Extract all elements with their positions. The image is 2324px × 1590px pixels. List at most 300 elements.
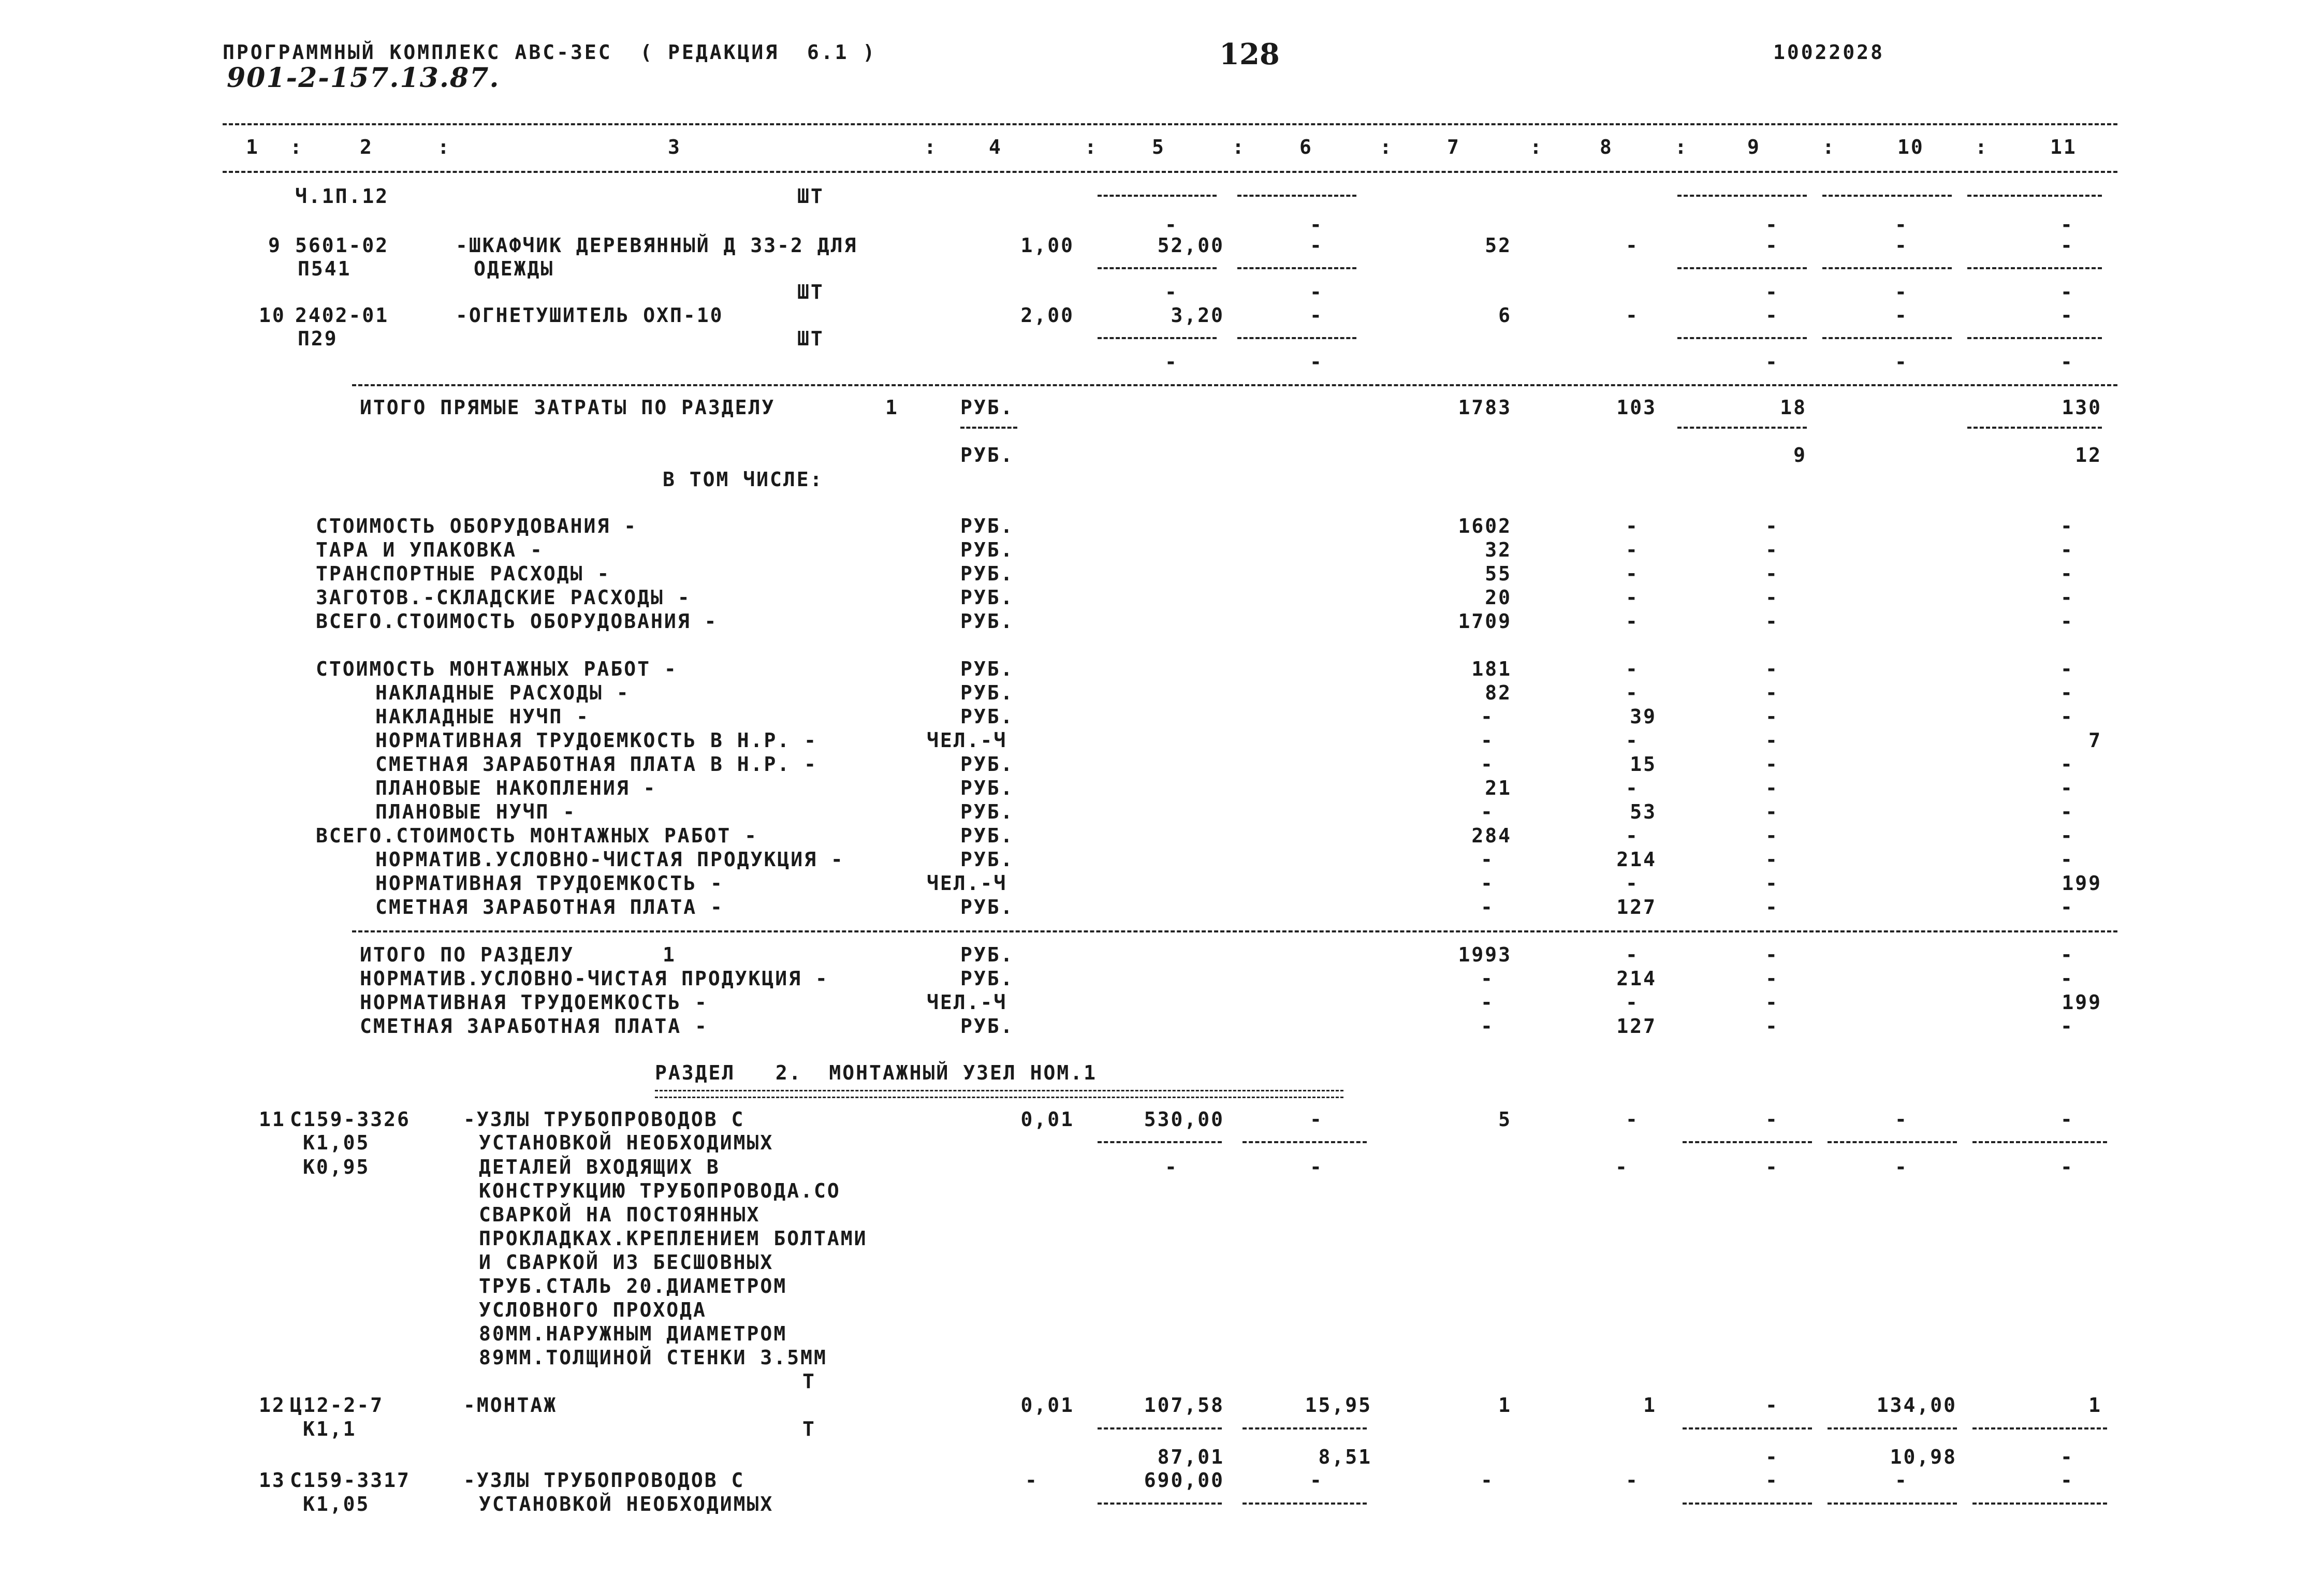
table-cell: - [1481, 896, 1494, 918]
table-cell: - [2060, 943, 2074, 966]
table-cell: - [1765, 991, 1779, 1014]
cell-underline [1822, 195, 1952, 197]
table-cell: Т [802, 1418, 816, 1440]
table-cell: 53 [1630, 800, 1657, 823]
table-cell: 15 [1630, 753, 1657, 776]
table-cell: - [1765, 213, 1779, 236]
table-cell: ШТ [797, 327, 824, 350]
table-cell: 1602 [1458, 515, 1512, 537]
table-cell: - [1626, 562, 1639, 585]
table-cell: КОНСТРУКЦИЮ ТРУБОПРОВОДА.СО [479, 1179, 841, 1202]
table-cell: - [2060, 824, 2074, 847]
table-cell: 10 [259, 304, 286, 327]
cell-underline [1243, 1427, 1367, 1429]
column-number: 4 [989, 136, 1002, 158]
table-cell: - [1765, 562, 1779, 585]
table-cell: - [1481, 967, 1494, 990]
table-cell: - [1895, 1156, 1908, 1178]
program-title: ПРОГРАММНЫЙ КОМПЛЕКС АВС-ЗЕС ( РЕДАКЦИЯ 6.1 ) [223, 41, 877, 64]
table-cell: - [1626, 824, 1639, 847]
table-cell: - [2060, 800, 2074, 823]
table-cell: - [2060, 351, 2074, 373]
table-cell: -ШКАФЧИК ДЕРЕВЯННЫЙ Д 33-2 ДЛЯ [456, 234, 858, 257]
table-cell: - [1765, 872, 1779, 895]
table-cell: - [1895, 304, 1908, 327]
table-cell: 199 [2062, 872, 2102, 895]
table-cell: - [1626, 991, 1639, 1014]
column-separator: : [1675, 136, 1688, 158]
header-bottom-rule [223, 171, 2117, 173]
table-cell: 1 [885, 396, 899, 419]
table-cell: - [1481, 705, 1494, 728]
cell-underline [1828, 1427, 1957, 1429]
table-cell: РАЗДЕЛ 2. МОНТАЖНЫЙ УЗЕЛ НОМ.1 [655, 1061, 1097, 1084]
table-cell: -МОНТАЖ [463, 1394, 558, 1417]
cell-underline [1972, 1427, 2107, 1429]
table-cell: - [1765, 943, 1779, 966]
cell-underline [1677, 337, 1807, 339]
table-cell: 20 [1485, 586, 1512, 609]
table-cell: - [1765, 1469, 1779, 1492]
table-cell: - [1626, 681, 1639, 704]
table-cell: - [2060, 304, 2074, 327]
cell-underline [1683, 1427, 1812, 1429]
column-separator: : [437, 136, 451, 158]
table-cell: - [1310, 213, 1323, 236]
table-cell: РУБ. [960, 777, 1014, 799]
table-cell: - [2060, 753, 2074, 776]
section-total-rule [352, 930, 2117, 932]
table-cell: И СВАРКОЙ ИЗ БЕСШОВНЫХ [479, 1251, 774, 1274]
table-cell: К0,95 [303, 1156, 370, 1178]
table-cell: 130 [2062, 396, 2102, 419]
column-number: 8 [1600, 136, 1613, 158]
table-cell: - [1895, 234, 1908, 257]
table-cell: К1,05 [303, 1493, 370, 1515]
table-cell: 1 [1498, 1394, 1512, 1417]
table-cell: 55 [1485, 562, 1512, 585]
table-cell: - [1626, 610, 1639, 633]
table-cell: 8,51 [1318, 1446, 1372, 1468]
column-number: 7 [1447, 136, 1460, 158]
table-cell: ТРУБ.СТАЛЬ 20.ДИАМЕТРОМ [479, 1275, 787, 1297]
table-cell: НОРМАТИВ.УСЛОВНО-ЧИСТАЯ ПРОДУКЦИЯ - [360, 967, 829, 990]
table-cell: 7 [2088, 729, 2102, 752]
table-cell: - [1626, 872, 1639, 895]
table-cell: - [2060, 1469, 2074, 1492]
table-cell: РУБ. [960, 538, 1014, 561]
table-cell: - [1481, 848, 1494, 871]
column-separator: : [1380, 136, 1393, 158]
table-cell: РУБ. [960, 1015, 1014, 1038]
table-cell: 1,00 [1020, 234, 1074, 257]
table-cell: - [1165, 351, 1178, 373]
cell-underline [1098, 1141, 1222, 1143]
cell-underline [1098, 337, 1217, 339]
table-cell: - [2060, 1108, 2074, 1131]
table-cell: - [1765, 1156, 1779, 1178]
table-cell: ИТОГО ПО РАЗДЕЛУ [360, 943, 575, 966]
table-cell: П29 [298, 327, 338, 350]
table-cell: - [1310, 1156, 1323, 1178]
table-cell: ЧЕЛ.-Ч [927, 991, 1007, 1014]
cell-underline [1243, 1141, 1367, 1143]
cell-underline [1098, 267, 1217, 269]
cell-underline [1683, 1503, 1812, 1505]
table-cell: - [1895, 1108, 1908, 1131]
table-cell: С159-3317 [290, 1469, 411, 1492]
table-cell: - [1481, 872, 1494, 895]
table-cell: СМЕТНАЯ ЗАРАБОТНАЯ ПЛАТА - [375, 896, 724, 918]
table-cell: - [1165, 213, 1178, 236]
table-cell: РУБ. [960, 824, 1014, 847]
column-separator: : [1822, 136, 1836, 158]
table-cell: - [2060, 848, 2074, 871]
table-cell: 13 [259, 1469, 286, 1492]
table-cell: - [2060, 658, 2074, 680]
table-cell: - [1765, 586, 1779, 609]
table-cell: К1,1 [303, 1418, 357, 1440]
table-cell: Ц12-2-7 [290, 1394, 384, 1417]
table-cell: 214 [1616, 967, 1657, 990]
table-cell: ПРОКЛАДКАХ.КРЕПЛЕНИЕМ БОЛТАМИ [479, 1227, 868, 1250]
table-cell: 11 [259, 1108, 286, 1131]
table-cell: - [2060, 1015, 2074, 1038]
table-cell: - [1765, 777, 1779, 799]
table-cell: 214 [1616, 848, 1657, 871]
table-cell: РУБ. [960, 586, 1014, 609]
table-cell: - [1895, 1469, 1908, 1492]
table-cell: 1783 [1458, 396, 1512, 419]
table-cell: 284 [1471, 824, 1512, 847]
column-number: 1 [246, 136, 259, 158]
table-cell: 134,00 [1876, 1394, 1957, 1417]
table-cell: - [1895, 213, 1908, 236]
table-cell: - [1165, 281, 1178, 303]
table-cell: - [1025, 1469, 1039, 1492]
table-cell: - [1481, 1469, 1494, 1492]
cell-underline [1822, 267, 1952, 269]
table-cell: 0,01 [1020, 1108, 1074, 1131]
table-cell: 3,20 [1171, 304, 1224, 327]
table-cell: ВСЕГО.СТОИМОСТЬ ОБОРУДОВАНИЯ - [316, 610, 718, 633]
table-cell: ЗАГОТОВ.-СКЛАДСКИЕ РАСХОДЫ - [316, 586, 691, 609]
table-cell: - [1481, 729, 1494, 752]
cell-underline [1098, 195, 1217, 197]
table-cell: 32 [1485, 538, 1512, 561]
table-cell: ТРАНСПОРТНЫЕ РАСХОДЫ - [316, 562, 611, 585]
table-cell: 1 [663, 943, 676, 966]
table-cell: - [1895, 281, 1908, 303]
table-cell: 530,00 [1144, 1108, 1224, 1131]
table-cell: ДЕТАЛЕЙ ВХОДЯЩИХ В [479, 1156, 720, 1178]
table-cell: - [1615, 1156, 1629, 1178]
table-cell: - [1765, 1015, 1779, 1038]
table-cell: - [1626, 777, 1639, 799]
table-cell: 21 [1485, 777, 1512, 799]
table-cell: - [2060, 586, 2074, 609]
column-number: 11 [2050, 136, 2077, 158]
table-cell: 2402-01 [295, 304, 389, 327]
table-cell: 15,95 [1305, 1394, 1372, 1417]
column-separator: : [1530, 136, 1543, 158]
cell-underline [1098, 1503, 1222, 1505]
table-cell: РУБ. [960, 943, 1014, 966]
table-cell: - [1481, 1015, 1494, 1038]
table-cell: ПЛАНОВЫЕ НУЧП - [375, 800, 577, 823]
table-cell: - [1765, 1446, 1779, 1468]
cell-underline [1237, 337, 1356, 339]
table-cell: 10,98 [1890, 1446, 1957, 1468]
table-cell: - [2060, 234, 2074, 257]
table-cell: - [1765, 304, 1779, 327]
document-code: 10022028 [1773, 41, 1885, 64]
cell-underline [1822, 337, 1952, 339]
table-cell: 1993 [1458, 943, 1512, 966]
table-cell: 127 [1616, 896, 1657, 918]
table-cell: - [1310, 1108, 1323, 1131]
column-number: 6 [1299, 136, 1313, 158]
table-cell: РУБ. [960, 705, 1014, 728]
column-separator: : [1975, 136, 1989, 158]
table-cell: - [1765, 896, 1779, 918]
table-cell: 181 [1471, 658, 1512, 680]
table-cell: ОДЕЖДЫ [474, 257, 554, 280]
table-cell: 82 [1485, 681, 1512, 704]
table-cell: НОРМАТИВНАЯ ТРУДОЕМКОСТЬ - [375, 872, 724, 895]
table-cell: - [1765, 234, 1779, 257]
table-cell: - [1310, 351, 1323, 373]
table-cell: - [1310, 1469, 1323, 1492]
table-cell: - [2060, 705, 2074, 728]
table-cell: - [1765, 281, 1779, 303]
table-cell: 9 [1793, 444, 1807, 466]
table-cell: 2,00 [1020, 304, 1074, 327]
table-cell: 87,01 [1157, 1446, 1224, 1468]
table-cell: - [2060, 777, 2074, 799]
table-cell: - [1310, 234, 1323, 257]
table-cell: РУБ. [960, 967, 1014, 990]
table-cell: - [1310, 304, 1323, 327]
table-cell: УСТАНОВКОЙ НЕОБХОДИМЫХ [479, 1131, 774, 1154]
table-cell: - [1626, 515, 1639, 537]
cell-underline [1972, 1141, 2107, 1143]
table-cell: 6 [1498, 304, 1512, 327]
table-cell: - [1626, 1469, 1639, 1492]
column-separator: : [924, 136, 938, 158]
table-cell: 690,00 [1144, 1469, 1224, 1492]
column-separator: : [290, 136, 303, 158]
table-cell: 18 [1780, 396, 1807, 419]
cell-underline [1967, 337, 2102, 339]
table-cell: 107,58 [1144, 1394, 1224, 1417]
table-cell: - [1481, 800, 1494, 823]
cell-underline [1237, 195, 1356, 197]
table-cell: - [1626, 658, 1639, 680]
table-cell: 1 [1643, 1394, 1657, 1417]
table-cell: - [1765, 538, 1779, 561]
table-cell: РУБ. [960, 658, 1014, 680]
table-cell: НОРМАТИВНАЯ ТРУДОЕМКОСТЬ В Н.Р. - [375, 729, 817, 752]
table-cell: РУБ. [960, 753, 1014, 776]
table-cell: НАКЛАДНЫЕ РАСХОДЫ - [375, 681, 630, 704]
table-cell: - [1765, 658, 1779, 680]
table-cell: СМЕТНАЯ ЗАРАБОТНАЯ ПЛАТА В Н.Р. - [375, 753, 817, 776]
table-cell: СТОИМОСТЬ МОНТАЖНЫХ РАБОТ - [316, 658, 678, 680]
table-cell: В ТОМ ЧИСЛЕ: [663, 468, 824, 491]
table-cell: - [2060, 562, 2074, 585]
table-cell: РУБ. [960, 896, 1014, 918]
table-cell: С159-3326 [290, 1108, 411, 1131]
cell-underline [1677, 195, 1807, 197]
table-cell: - [1626, 234, 1639, 257]
table-cell: -ОГНЕТУШИТЕЛЬ ОХП-10 [456, 304, 724, 327]
table-cell: - [1765, 729, 1779, 752]
table-cell: - [2060, 967, 2074, 990]
table-cell: ВСЕГО.СТОИМОСТЬ МОНТАЖНЫХ РАБОТ - [316, 824, 758, 847]
table-cell: 89ММ.ТОЛЩИНОЙ СТЕНКИ 3.5ММ [479, 1346, 827, 1369]
table-cell: - [1626, 943, 1639, 966]
table-cell: СВАРКОЙ НА ПОСТОЯННЫХ [479, 1203, 761, 1226]
cell-underline [1967, 267, 2102, 269]
table-cell: НАКЛАДНЫЕ НУЧП - [375, 705, 590, 728]
table-cell: 127 [1616, 1015, 1657, 1038]
table-cell: ИТОГО ПРЯМЫЕ ЗАТРАТЫ ПО РАЗДЕЛУ [360, 396, 776, 419]
table-cell: РУБ. [960, 515, 1014, 537]
table-cell: Ч.1П.12 [295, 185, 389, 208]
table-cell: - [2060, 1156, 2074, 1178]
table-cell: 80ММ.НАРУЖНЫМ ДИАМЕТРОМ [479, 1322, 787, 1345]
table-cell: - [1626, 729, 1639, 752]
table-cell: РУБ. [960, 610, 1014, 633]
table-cell: ШТ [797, 281, 824, 303]
table-cell: -УЗЛЫ ТРУБОПРОВОДОВ С [463, 1108, 745, 1131]
table-cell: - [1765, 1394, 1779, 1417]
column-number: 10 [1897, 136, 1924, 158]
table-cell: 12 [2075, 444, 2102, 466]
table-cell: - [1481, 991, 1494, 1014]
table-cell: - [1765, 351, 1779, 373]
table-cell: - [2060, 681, 2074, 704]
table-cell: Т [802, 1370, 816, 1393]
page-number: 128 [1219, 37, 1280, 71]
table-cell: - [2060, 538, 2074, 561]
table-cell: -УЗЛЫ ТРУБОПРОВОДОВ С [463, 1469, 745, 1492]
table-cell: - [1626, 586, 1639, 609]
table-cell: 39 [1630, 705, 1657, 728]
table-cell: РУБ. [960, 444, 1014, 466]
table-cell: ПЛАНОВЫЕ НАКОПЛЕНИЯ - [375, 777, 657, 799]
table-cell: 12 [259, 1394, 286, 1417]
table-cell: - [1765, 967, 1779, 990]
cell-underline [1967, 195, 2102, 197]
cell-underline [1972, 1503, 2107, 1505]
cell-underline [960, 427, 1017, 429]
table-cell: НОРМАТИВ.УСЛОВНО-ЧИСТАЯ ПРОДУКЦИЯ - [375, 848, 844, 871]
column-separator: : [1085, 136, 1098, 158]
section-total-rule [352, 384, 2117, 386]
table-cell: - [1765, 1108, 1779, 1131]
table-cell: - [1165, 1156, 1178, 1178]
cell-underline [1677, 267, 1807, 269]
table-cell: 0,01 [1020, 1394, 1074, 1417]
table-cell: - [1765, 824, 1779, 847]
table-cell: 199 [2062, 991, 2102, 1014]
cell-underline [1828, 1141, 1957, 1143]
table-cell: РУБ. [960, 800, 1014, 823]
table-cell: - [1626, 538, 1639, 561]
table-cell: - [2060, 610, 2074, 633]
table-cell: - [1895, 351, 1908, 373]
table-cell: ЧЕЛ.-Ч [927, 729, 1007, 752]
column-number: 9 [1747, 136, 1761, 158]
table-cell: - [1765, 681, 1779, 704]
cell-underline [1677, 427, 1807, 429]
table-cell: 5 [1498, 1108, 1512, 1131]
table-cell: 1 [2088, 1394, 2102, 1417]
table-cell: - [1765, 753, 1779, 776]
table-cell: УСЛОВНОГО ПРОХОДА [479, 1299, 707, 1321]
table-cell: - [2060, 281, 2074, 303]
column-number: 5 [1152, 136, 1165, 158]
cell-underline [1243, 1503, 1367, 1505]
table-cell: - [1481, 753, 1494, 776]
table-cell: 52 [1485, 234, 1512, 257]
table-cell: - [2060, 515, 2074, 537]
table-cell: ШТ [797, 185, 824, 208]
table-cell: ТАРА И УПАКОВКА - [316, 538, 544, 561]
table-cell: РУБ. [960, 396, 1014, 419]
table-cell: РУБ. [960, 562, 1014, 585]
table-cell: - [1765, 800, 1779, 823]
table-cell: 5601-02 [295, 234, 389, 257]
table-cell: - [1765, 848, 1779, 871]
cell-underline [1828, 1503, 1957, 1505]
table-top-rule [223, 123, 2117, 125]
table-cell: 103 [1616, 396, 1657, 419]
table-cell: СТОИМОСТЬ ОБОРУДОВАНИЯ - [316, 515, 638, 537]
section-title-double-rule [655, 1090, 1343, 1098]
table-cell: - [2060, 896, 2074, 918]
table-cell: К1,05 [303, 1131, 370, 1154]
cell-underline [1683, 1141, 1812, 1143]
table-cell: НОРМАТИВНАЯ ТРУДОЕМКОСТЬ - [360, 991, 708, 1014]
table-cell: - [2060, 213, 2074, 236]
table-cell: РУБ. [960, 848, 1014, 871]
table-cell: - [1626, 304, 1639, 327]
handwritten-project-code: 901-2-157.13.87. [227, 62, 500, 94]
table-cell: - [1310, 281, 1323, 303]
table-cell: - [2060, 1446, 2074, 1468]
table-cell: - [1765, 515, 1779, 537]
table-cell: СМЕТНАЯ ЗАРАБОТНАЯ ПЛАТА - [360, 1015, 708, 1038]
table-cell: ЧЕЛ.-Ч [927, 872, 1007, 895]
column-number: 2 [360, 136, 373, 158]
column-separator: : [1232, 136, 1246, 158]
cell-underline [1967, 427, 2102, 429]
table-cell: - [1765, 610, 1779, 633]
table-cell: УСТАНОВКОЙ НЕОБХОДИМЫХ [479, 1493, 774, 1515]
column-number: 3 [668, 136, 681, 158]
cell-underline [1098, 1427, 1222, 1429]
table-cell: - [1626, 1108, 1639, 1131]
table-cell: П541 [298, 257, 352, 280]
table-cell: - [1765, 705, 1779, 728]
table-cell: 9 [268, 234, 282, 257]
cell-underline [1237, 267, 1356, 269]
table-cell: РУБ. [960, 681, 1014, 704]
table-cell: 52,00 [1157, 234, 1224, 257]
